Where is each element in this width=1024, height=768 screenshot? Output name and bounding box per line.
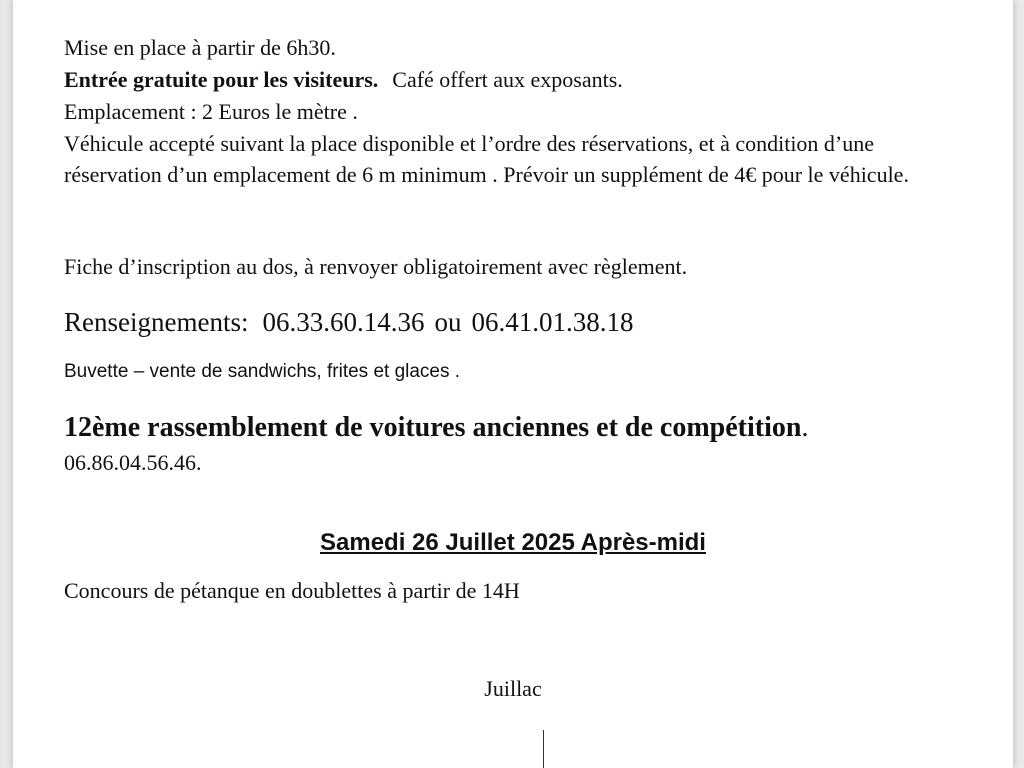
rally-phone: 06.86.04.56.46. [64,450,202,475]
phone-number-1: 06.33.60.14.36 [262,307,425,337]
rally-title-period: . [801,412,809,443]
date-heading-wrap [13,527,1013,559]
location-price-line: Emplacement : 2 Euros le mètre . [64,99,358,124]
vehicle-note-paragraph: Véhicule accepté suivant la place disponible et l’ordre des réservations, et à condition d’une réservation d’un emplacement de 6 m minimum . Prévoir un supplément de 4€ pour le véhicule. [64,131,909,187]
document-page [12,0,1014,768]
phone-number-2: 06.41.01.38.18 [471,307,634,337]
coffee-offer-text: Café offert aux exposants. [392,67,623,92]
setup-time-line: Mise en place à partir de 6h30. [64,35,336,60]
refreshments-line: Buvette – vente de sandwichs, frites et glaces . [64,361,461,382]
phone-separator: ou [434,307,462,337]
vertical-rule [543,730,544,768]
free-entry-text: Entrée gratuite pour les visiteurs. [64,67,379,92]
petanque-line: Concours de pétanque en doublettes à partir de 14H [64,578,520,603]
info-label: Renseignements: [64,307,249,337]
town-name: Juillac [484,676,542,701]
contact-line [64,305,633,339]
rally-title [64,411,808,445]
date-heading: Samedi 26 Juillet 2025 Après-midi [320,529,706,556]
registration-line: Fiche d’inscription au dos, à renvoyer obligatoirement avec règlement. [64,254,688,279]
entry-line [64,65,623,95]
rally-title-text: 12ème rassemblement de voitures anciennes et de compétition [64,412,802,443]
